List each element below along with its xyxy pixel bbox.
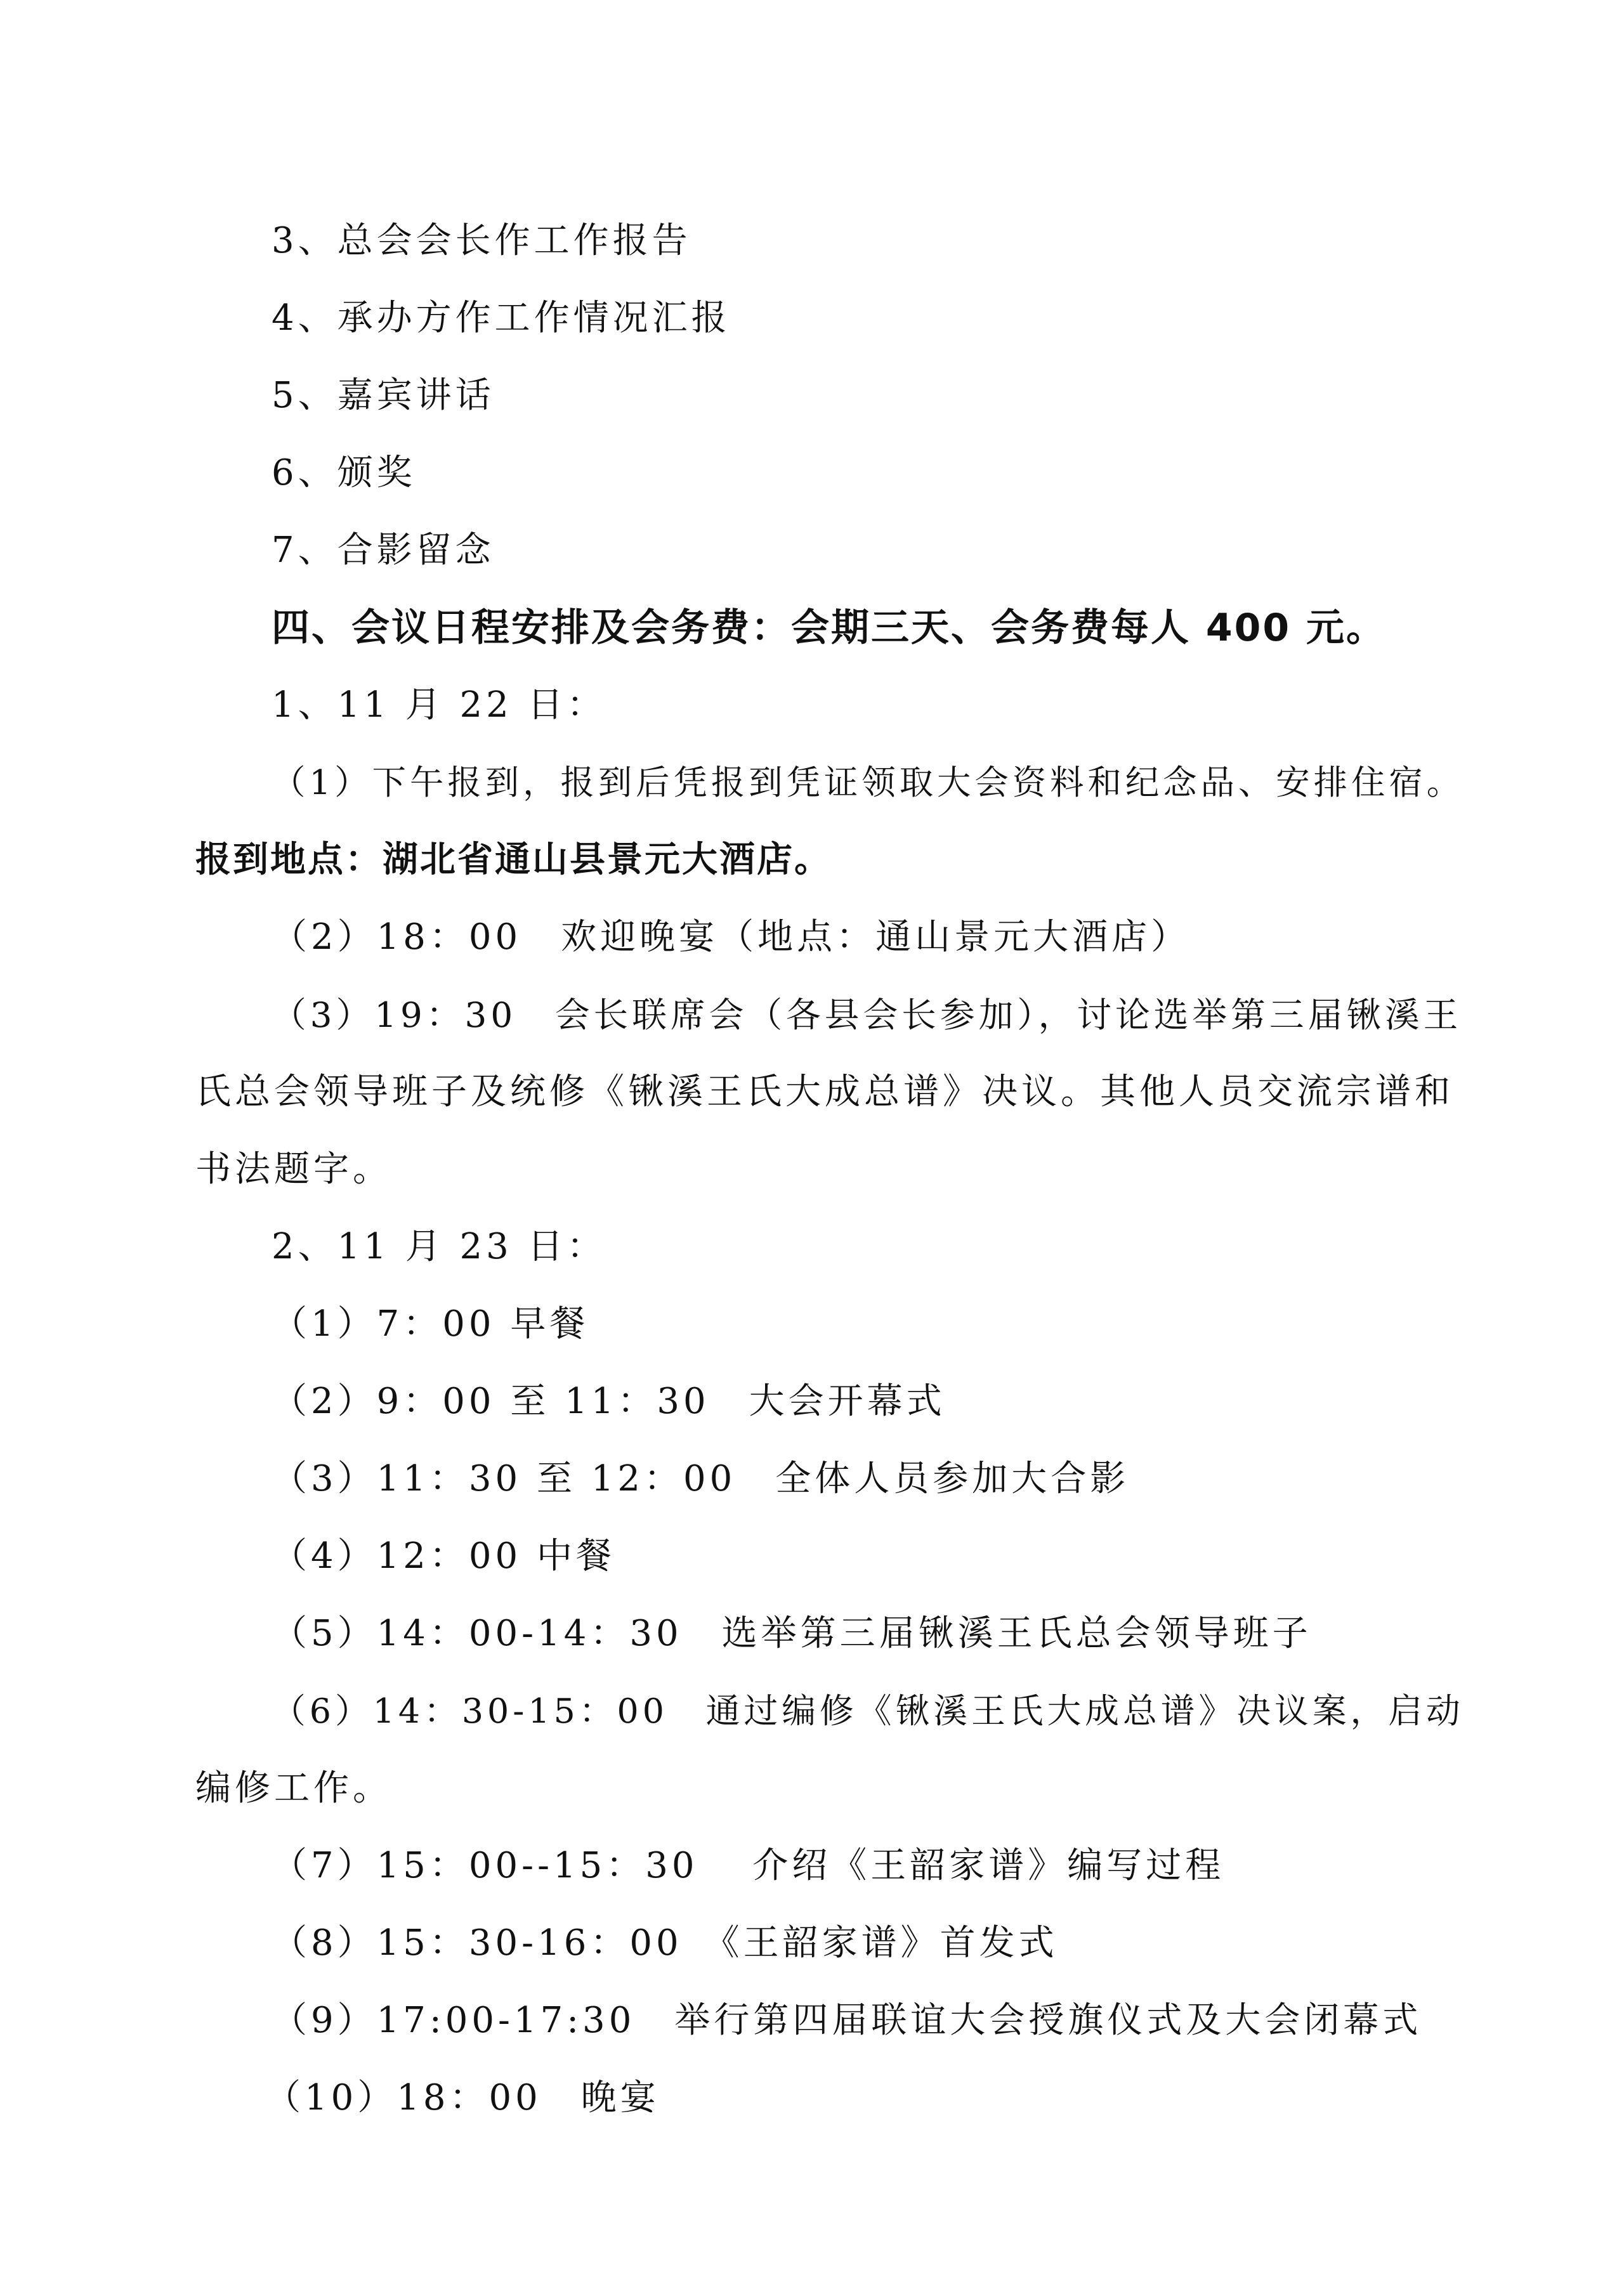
day-2-item-10: （10）18：00 晚宴 <box>265 2077 660 2118</box>
agenda-item-5: 5、嘉宾讲话 <box>272 375 495 416</box>
agenda-item-3: 3、总会会长作工作报告 <box>272 220 691 261</box>
day-1-item-3-line-3: 书法题字。 <box>195 1149 392 1190</box>
day-2-item-7: （7）15：00--15：30 介绍《王韶家谱》编写过程 <box>272 1845 1225 1886</box>
registration-location: 报到地点：湖北省通山县景元大酒店。 <box>195 839 832 880</box>
day-2-item-9: （9）17:00-17:30 举行第四届联谊大会授旗仪式及大会闭幕式 <box>272 2000 1422 2041</box>
agenda-item-7: 7、合影留念 <box>272 530 495 571</box>
day-2-item-5: （5）14：00-14：30 选举第三届锹溪王氏总会领导班子 <box>272 1613 1312 1654</box>
section-heading-schedule: 四、会议日程安排及会务费：会期三天、会务费每人 400 元。 <box>272 606 1387 650</box>
day-1-item-2: （2）18：00 欢迎晚宴（地点：通山景元大酒店） <box>272 916 1191 958</box>
day-2-item-4: （4）12：00 中餐 <box>272 1536 615 1577</box>
day-2-heading: 2、11 月 23 日： <box>272 1226 606 1267</box>
day-1-item-3-line-1: （3）19：30 会长联席会（各县会长参加），讨论选举第三届锹溪王 <box>272 995 1462 1035</box>
day-2-item-6-line-1: （6）14：30-15：00 通过编修《锹溪王氏大成总谱》决议案，启动 <box>272 1691 1464 1731</box>
agenda-item-4: 4、承办方作工作情况汇报 <box>272 297 731 339</box>
day-1-heading: 1、11 月 22 日： <box>272 684 606 726</box>
day-2-item-6-line-2: 编修工作。 <box>195 1768 392 1809</box>
day-2-item-2: （2）9：00 至 11：30 大会开幕式 <box>272 1381 946 1422</box>
day-1-item-1: （1）下午报到，报到后凭报到凭证领取大会资料和纪念品、安排住宿。 <box>272 762 1465 802</box>
day-2-item-8: （8）15：30-16：00 《王韶家谱》首发式 <box>272 1922 1058 1964</box>
day-2-item-1: （1）7：00 早餐 <box>272 1303 589 1345</box>
agenda-item-6: 6、颁奖 <box>272 452 416 493</box>
day-2-item-3: （3）11：30 至 12：00 全体人员参加大合影 <box>272 1458 1130 1499</box>
day-1-item-3-line-2: 氏总会领导班子及统修《锹溪王氏大成总谱》决议。其他人员交流宗谱和 <box>195 1071 1454 1112</box>
